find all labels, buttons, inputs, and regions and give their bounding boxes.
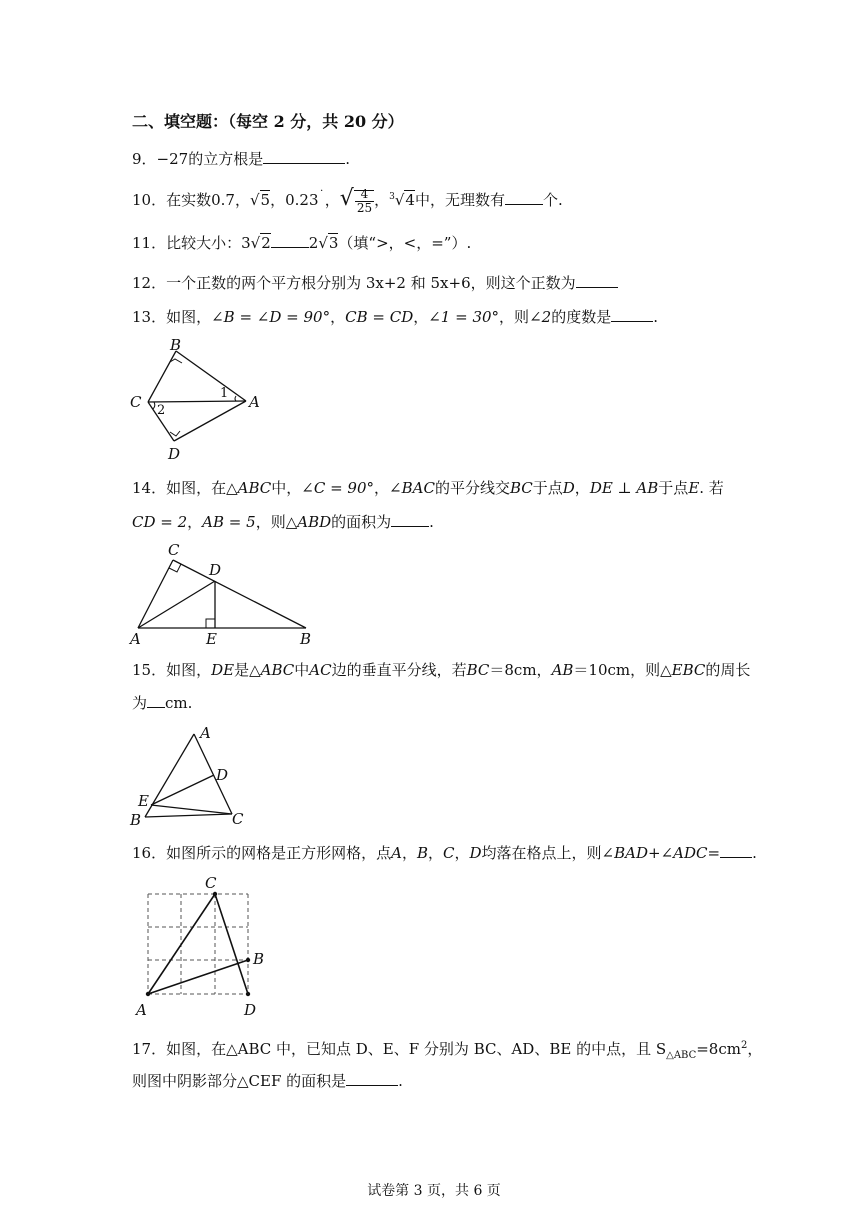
q14-then: ，则△ bbox=[255, 513, 298, 531]
figure-13 bbox=[130, 335, 270, 470]
q10-sqrt5: 5 bbox=[260, 191, 271, 209]
q16-adc: ADC bbox=[673, 844, 708, 862]
q17-end: . bbox=[398, 1072, 403, 1090]
q15-text-4: 的周长 bbox=[705, 661, 751, 679]
figure-14 bbox=[128, 540, 328, 650]
q11-a-coef: 3 bbox=[241, 234, 251, 252]
q15-unit: cm. bbox=[165, 694, 193, 712]
fig14-label-D: D bbox=[209, 561, 222, 579]
q10-separator: ， bbox=[324, 191, 340, 209]
figure-15 bbox=[128, 722, 258, 832]
q16-bad: BAD bbox=[614, 844, 649, 862]
q16-plus: +∠ bbox=[648, 844, 674, 862]
q17-answer-blank[interactable] bbox=[346, 1070, 398, 1086]
q9-text: 的立方根是 bbox=[188, 150, 264, 168]
q14-condition-2: ∠BAC bbox=[389, 479, 435, 497]
q15-ebc: EBC bbox=[671, 661, 706, 679]
q16-d: D bbox=[469, 844, 482, 862]
q10-fraction: $\frac{4}{25}$ bbox=[356, 186, 373, 215]
q9-number: 9． bbox=[132, 150, 157, 168]
q10-separator: ， bbox=[270, 191, 286, 209]
q11-number: 11． bbox=[132, 234, 167, 252]
q16-a: A bbox=[391, 844, 402, 862]
q12-number: 12． bbox=[132, 274, 167, 292]
q16-number: 16． bbox=[132, 844, 167, 862]
q13-separator: ， bbox=[413, 308, 429, 326]
fig15-label-A: A bbox=[200, 724, 211, 742]
question-14 bbox=[132, 478, 724, 498]
fig14-label-C: C bbox=[168, 541, 180, 559]
q14-triangle: ABC bbox=[237, 479, 272, 497]
question-10: 10．在实数0.7，√5，0.23˙，√ $\frac{4}{25}$ ，$^3$√4中，无理数有 个. bbox=[132, 186, 563, 215]
fig16-label-D: D bbox=[244, 1001, 257, 1019]
fig15-label-E: E bbox=[138, 792, 149, 810]
question-12 bbox=[132, 272, 618, 293]
q16-text-2: 均落在格点上，则∠ bbox=[481, 844, 615, 862]
q13-end: . bbox=[653, 308, 658, 326]
fig16-label-B: B bbox=[253, 950, 265, 968]
q17-comma: ， bbox=[747, 1040, 763, 1058]
q14-cd: CD = 2 bbox=[132, 513, 188, 531]
q14-text-2: 于点 bbox=[532, 479, 563, 497]
q11-prefix: 比较大小： bbox=[166, 234, 242, 252]
q14-separator: ， bbox=[374, 479, 390, 497]
q11-b-radicand: 3 bbox=[328, 234, 339, 252]
q12-text: 一个正数的两个平方根分别为 3x+2 和 5x+6，则这个正数为 bbox=[166, 274, 576, 292]
q14-number: 14． bbox=[132, 479, 167, 497]
q17-text: 如图，在△ABC 中，已知点 D、E、F 分别为 BC、AD、BE 的中点，且 S bbox=[166, 1040, 667, 1058]
q16-answer-blank[interactable] bbox=[720, 842, 752, 858]
q9-period: . bbox=[345, 150, 350, 168]
q15-de: DE bbox=[211, 661, 235, 679]
q14-bc: BC bbox=[509, 479, 533, 497]
fig14-label-B: B bbox=[300, 630, 312, 648]
q10-answer-blank[interactable] bbox=[505, 189, 543, 205]
q13-prefix: 如图， bbox=[166, 308, 212, 326]
q13-separator: ， bbox=[330, 308, 346, 326]
q13-mid: ，则 bbox=[499, 308, 530, 326]
fig13-label-D: D bbox=[168, 445, 181, 463]
q14-area-text: 的面积为 bbox=[331, 513, 392, 531]
q16-equals: = bbox=[707, 844, 721, 862]
fig13-angle-2: 2 bbox=[157, 403, 166, 418]
q15-ab-value: ＝10cm，则△ bbox=[573, 661, 672, 679]
q14-abd: ABD bbox=[297, 513, 332, 531]
q14-ab: AB = 5 bbox=[202, 513, 256, 531]
question-13 bbox=[132, 306, 658, 327]
q16-separator: ， bbox=[454, 844, 470, 862]
page-footer: 试卷第 3 页，共 6 页 bbox=[367, 1183, 501, 1199]
q16-c: C bbox=[443, 844, 455, 862]
fig13-label-C: C bbox=[130, 393, 142, 411]
q10-cube-index: 3 bbox=[389, 192, 395, 202]
q14-condition-1: ∠C = 90° bbox=[301, 479, 375, 497]
q14-separator: ， bbox=[187, 513, 203, 531]
q15-abc: ABC bbox=[260, 661, 295, 679]
fig13-label-A: A bbox=[249, 393, 260, 411]
q14-prefix: 如图，在△ bbox=[166, 479, 238, 497]
question-14-line-2 bbox=[132, 511, 434, 532]
q17-superscript: 2 bbox=[740, 1040, 748, 1051]
fig15-label-C: C bbox=[232, 810, 244, 828]
question-15-line-2 bbox=[132, 692, 192, 713]
fig13-label-B: B bbox=[170, 336, 182, 354]
q14-text-1: 的平分线交 bbox=[434, 479, 510, 497]
q14-separator: ， bbox=[574, 479, 590, 497]
q10-text: 中，无理数有 bbox=[414, 191, 505, 209]
q13-text: 的度数是 bbox=[551, 308, 612, 326]
q10-separator: ， bbox=[234, 191, 250, 209]
q15-number: 15． bbox=[132, 661, 167, 679]
q15-text-3: 边的垂直平分线，若 bbox=[331, 661, 467, 679]
q17-line2-text: 则图中阴影部分△CEF 的面积是 bbox=[132, 1072, 347, 1090]
q15-line2-prefix: 为 bbox=[132, 694, 148, 712]
question-15 bbox=[132, 660, 750, 680]
q14-condition-3: DE ⊥ AB bbox=[589, 479, 659, 497]
q13-answer-blank[interactable] bbox=[611, 306, 653, 322]
q11-answer-blank[interactable] bbox=[271, 232, 309, 248]
fig16-label-C: C bbox=[205, 874, 217, 892]
q9-value: −27 bbox=[156, 150, 189, 168]
q14-d: D bbox=[562, 479, 575, 497]
q17-subscript: △ABC bbox=[666, 1050, 697, 1061]
figure-16 bbox=[130, 870, 280, 1020]
section-title: 二、填空题：（每空 2 分，共 20 分） bbox=[132, 112, 404, 131]
q16-end: . bbox=[752, 844, 757, 862]
q15-text-2: 中 bbox=[294, 661, 310, 679]
q15-ab: AB bbox=[551, 661, 574, 679]
q10-repeat-dot: ˙ bbox=[318, 187, 325, 202]
q10-cube-root-radicand: 4 bbox=[405, 191, 415, 209]
q10-end: 个. bbox=[542, 191, 563, 209]
fig16-label-A: A bbox=[136, 1001, 147, 1019]
q15-ac: AC bbox=[309, 661, 332, 679]
fig14-label-A: A bbox=[130, 630, 141, 648]
q13-number: 13． bbox=[132, 308, 167, 326]
q16-text: 如图所示的网格是正方形网格，点 bbox=[166, 844, 392, 862]
question-17-line-2 bbox=[132, 1070, 403, 1091]
fig13-angle-1: 1 bbox=[220, 386, 229, 401]
question-16 bbox=[132, 842, 757, 863]
question-11: 11．比较大小：3√2 2√3（填“>，<，=”）. bbox=[132, 234, 472, 252]
q11-hint: （填“>，<，=”）. bbox=[338, 234, 472, 252]
q15-answer-blank[interactable] bbox=[147, 692, 165, 708]
q15-bc-value: ＝8cm， bbox=[489, 661, 552, 679]
q17-area-value: =8cm bbox=[696, 1040, 741, 1058]
q16-b: B bbox=[416, 844, 428, 862]
q13-ask: ∠2 bbox=[529, 308, 552, 326]
q10-number-1: 0.7 bbox=[211, 191, 235, 209]
q14-e: E bbox=[688, 479, 700, 497]
q14-text-4: . 若 bbox=[699, 479, 724, 497]
q12-answer-blank[interactable] bbox=[576, 272, 618, 288]
q10-repeating-decimal: 0.23 bbox=[285, 191, 319, 209]
q16-separator: ， bbox=[401, 844, 417, 862]
fig15-label-D: D bbox=[216, 766, 229, 784]
fig14-label-E: E bbox=[206, 630, 217, 648]
q13-condition-3: ∠1 = 30° bbox=[428, 308, 500, 326]
q10-separator: ， bbox=[374, 191, 390, 209]
q10-number: 10． bbox=[132, 191, 167, 209]
question-17 bbox=[132, 1036, 762, 1066]
q13-condition-1: ∠B = ∠D = 90° bbox=[211, 308, 331, 326]
q14-answer-blank[interactable] bbox=[391, 511, 429, 527]
question-9 bbox=[132, 148, 350, 169]
q14-in: 中， bbox=[271, 479, 302, 497]
q15-text-1: 是△ bbox=[234, 661, 261, 679]
q17-number: 17． bbox=[132, 1040, 167, 1058]
q10-prefix: 在实数 bbox=[166, 191, 212, 209]
q15-bc: BC bbox=[466, 661, 490, 679]
q14-text-3: 于点 bbox=[658, 479, 689, 497]
q14-end: . bbox=[429, 513, 434, 531]
q16-separator: ， bbox=[428, 844, 444, 862]
q15-prefix: 如图， bbox=[166, 661, 212, 679]
q11-a-radicand: 2 bbox=[261, 234, 271, 252]
q9-answer-blank[interactable] bbox=[263, 148, 345, 164]
q11-b-coef: 2 bbox=[308, 234, 319, 252]
fig15-label-B: B bbox=[130, 811, 142, 829]
q13-condition-2: CB = CD bbox=[345, 308, 414, 326]
